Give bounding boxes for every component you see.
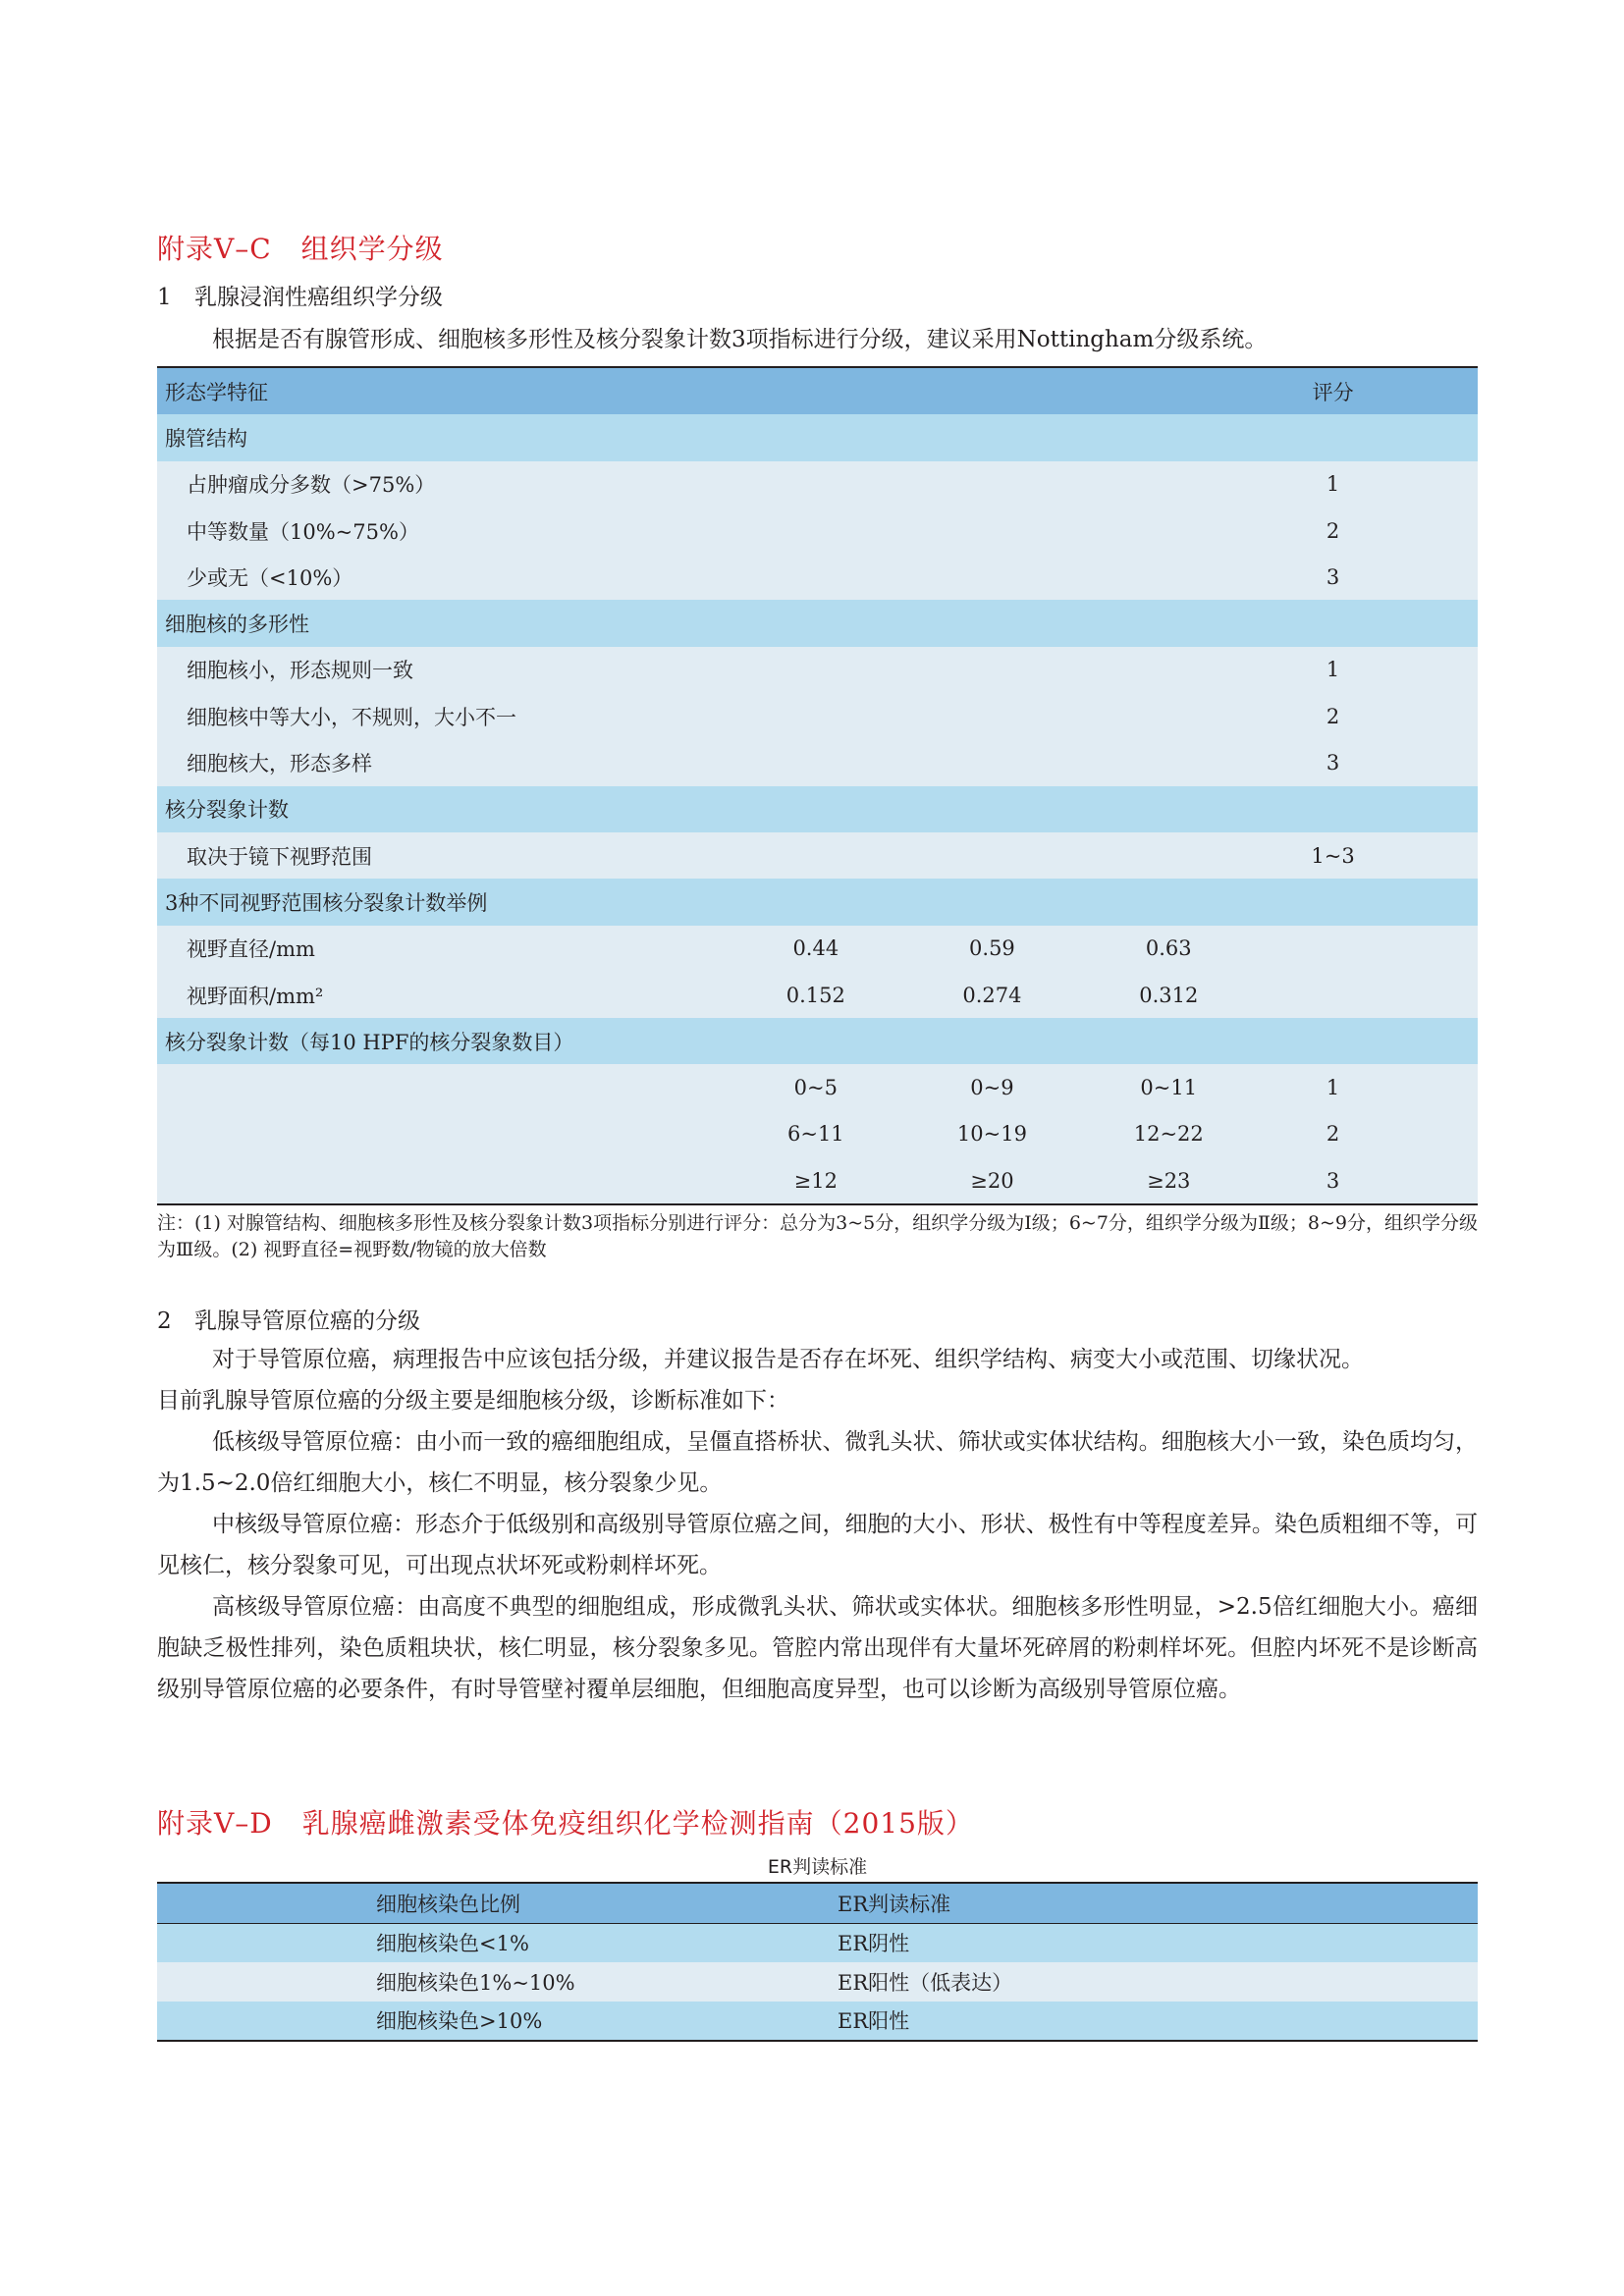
row-value-2 — [904, 739, 1081, 785]
table-row — [157, 1064, 1478, 1110]
row-label: 腺管结构 — [157, 414, 728, 460]
table-row — [157, 554, 1478, 600]
row-score: 1~3 — [1257, 832, 1478, 879]
table-row — [157, 1111, 1478, 1157]
subsection-1-title — [157, 279, 443, 311]
row-value-3 — [1080, 739, 1257, 785]
er-header-ratio: 细胞核染色比例 — [157, 1883, 838, 1923]
row-value-2 — [904, 832, 1081, 879]
row-label: 细胞核小，形态规则一致 — [157, 647, 728, 693]
row-score — [1257, 879, 1478, 925]
grade-table-header — [157, 367, 1478, 414]
er-row-criterion: ER阳性（低表达） — [838, 1962, 1478, 2002]
er-criteria-table — [157, 1882, 1478, 2042]
row-value-1 — [728, 786, 903, 832]
row-label: 3种不同视野范围核分裂象计数举例 — [157, 879, 728, 925]
table-category-row — [157, 600, 1478, 646]
row-label: 少或无（<10%） — [157, 554, 728, 600]
row-value-3 — [1080, 600, 1257, 646]
row-score — [1257, 926, 1478, 972]
row-value-1 — [728, 739, 903, 785]
er-row-criterion: ER阴性 — [838, 1923, 1478, 1962]
row-score: 1 — [1257, 1064, 1478, 1110]
er-table-row — [157, 1923, 1478, 1962]
row-value-3: 0~11 — [1080, 1064, 1257, 1110]
row-value-3 — [1080, 786, 1257, 832]
row-value-3 — [1080, 507, 1257, 554]
row-value-3 — [1080, 1018, 1257, 1064]
row-value-1 — [728, 1018, 903, 1064]
row-label: 视野面积/mm² — [157, 972, 728, 1018]
section-c-title — [157, 228, 444, 267]
row-value-1 — [728, 600, 903, 646]
row-label: 取决于镜下视野范围 — [157, 832, 728, 879]
row-score — [1257, 1018, 1478, 1064]
row-value-3: 0.63 — [1080, 926, 1257, 972]
row-score — [1257, 414, 1478, 460]
row-value-3: ≥23 — [1080, 1157, 1257, 1204]
row-value-2 — [904, 461, 1081, 507]
section-d-name: 乳腺癌雌激素受体免疫组织化学检测指南（2015版） — [301, 1807, 974, 1840]
row-label: 细胞核中等大小，不规则，大小不一 — [157, 693, 728, 739]
row-value-2 — [904, 693, 1081, 739]
table-category-row — [157, 1018, 1478, 1064]
row-value-2 — [904, 600, 1081, 646]
row-label: 占肿瘤成分多数（>75%） — [157, 461, 728, 507]
section-d-code: 附录V–D — [157, 1807, 273, 1840]
row-value-2 — [904, 507, 1081, 554]
er-table-row — [157, 2002, 1478, 2042]
table-category-row — [157, 786, 1478, 832]
table-category-row — [157, 414, 1478, 460]
row-value-2 — [904, 554, 1081, 600]
row-value-2: 10~19 — [904, 1111, 1081, 1157]
row-value-2 — [904, 647, 1081, 693]
row-value-2: 0.59 — [904, 926, 1081, 972]
dcis-paragraphs — [157, 1339, 1478, 1710]
row-value-3 — [1080, 879, 1257, 925]
row-value-3 — [1080, 461, 1257, 507]
er-table-row — [157, 1962, 1478, 2002]
row-score: 2 — [1257, 507, 1478, 554]
er-table-header — [157, 1883, 1478, 1923]
section-c-name: 组织学分级 — [300, 233, 444, 265]
row-score: 1 — [1257, 647, 1478, 693]
dcis-paragraph-mid: 中核级导管原位癌：形态介于低级别和高级别导管原位癌之间，细胞的大小、形状、极性有中等程度差异。染色质粗细不等，可见核仁，核分裂象可见，可出现点状坏死或粉刺样坏死。 — [157, 1512, 1478, 1578]
subsection-1-text: 乳腺浸润性癌组织学分级 — [194, 285, 443, 310]
row-value-2 — [904, 786, 1081, 832]
er-row-ratio: 细胞核染色>10% — [157, 2002, 838, 2042]
table-row — [157, 461, 1478, 507]
row-value-2: 0.274 — [904, 972, 1081, 1018]
er-row-criterion: ER阳性 — [838, 2002, 1478, 2042]
row-label: 细胞核的多形性 — [157, 600, 728, 646]
row-value-2: ≥20 — [904, 1157, 1081, 1204]
row-score: 3 — [1257, 554, 1478, 600]
row-value-1: 0.152 — [728, 972, 903, 1018]
er-header-criterion: ER判读标准 — [838, 1883, 1478, 1923]
row-value-2 — [904, 879, 1081, 925]
intro-text: 根据是否有腺管形成、细胞核多形性及核分裂象计数3项指标进行分级，建议采用Nottingham分级系统。 — [212, 327, 1268, 352]
er-row-ratio: 细胞核染色1%~10% — [157, 1962, 838, 2002]
subsection-2-title — [157, 1303, 420, 1335]
table-row — [157, 1157, 1478, 1204]
row-value-1: ≥12 — [728, 1157, 903, 1204]
dcis-paragraph-low: 低核级导管原位癌：由小而一致的癌细胞组成，呈僵直搭桥状、微乳头状、筛状或实体状结构。细胞核大小一致，染色质均匀，为1.5~2.0倍红细胞大小，核仁不明显，核分裂象少见。 — [157, 1429, 1478, 1496]
row-score: 3 — [1257, 739, 1478, 785]
row-score: 2 — [1257, 693, 1478, 739]
table-row — [157, 926, 1478, 972]
row-value-3 — [1080, 647, 1257, 693]
table-row — [157, 739, 1478, 785]
row-value-2: 0~9 — [904, 1064, 1081, 1110]
table-row — [157, 693, 1478, 739]
row-value-1: 0~5 — [728, 1064, 903, 1110]
histological-grade-table — [157, 366, 1478, 1205]
table-row — [157, 832, 1478, 879]
row-value-3 — [1080, 554, 1257, 600]
row-value-1 — [728, 879, 903, 925]
row-value-1 — [728, 647, 903, 693]
header-score: 评分 — [1257, 367, 1478, 414]
row-value-1 — [728, 693, 903, 739]
row-value-1: 0.44 — [728, 926, 903, 972]
row-score — [1257, 600, 1478, 646]
row-value-3: 12~22 — [1080, 1111, 1257, 1157]
table-row — [157, 972, 1478, 1018]
row-value-3 — [1080, 693, 1257, 739]
subsection-1-number: 1 — [157, 285, 172, 310]
row-value-1: 6~11 — [728, 1111, 903, 1157]
row-value-1 — [728, 461, 903, 507]
row-label — [157, 1157, 728, 1204]
table-category-row — [157, 879, 1478, 925]
row-label: 核分裂象计数（每10 HPF的核分裂象数目） — [157, 1018, 728, 1064]
er-row-ratio: 细胞核染色<1% — [157, 1923, 838, 1962]
dcis-paragraph-high: 高核级导管原位癌：由高度不典型的细胞组成，形成微乳头状、筛状或实体状。细胞核多形性明显，>2.5倍红细胞大小。癌细胞缺乏极性排列，染色质粗块状，核仁明显，核分裂象多见。管腔内常出现伴有大量坏死碎屑的粉刺样坏死。但腔内坏死不是诊断高级别导管原位癌的必要条件，有时导管壁衬覆单层细胞，但细胞高度异型，也可以诊断为高级别导管原位癌。 — [157, 1594, 1478, 1702]
section-c-code: 附录V–C — [157, 233, 272, 265]
table-note: 注：(1) 对腺管结构、细胞核多形性及核分裂象计数3项指标分别进行评分：总分为3~5分，组织学分级为Ⅰ级；6~7分，组织学分级为Ⅱ级；8~9分，组织学分级为Ⅲ级。(2) 视野直径=视野数/物镜的放大倍数 — [157, 1212, 1478, 1260]
row-value-3 — [1080, 832, 1257, 879]
row-value-2 — [904, 414, 1081, 460]
row-score: 2 — [1257, 1111, 1478, 1157]
row-score: 3 — [1257, 1157, 1478, 1204]
dcis-paragraph-1: 对于导管原位癌，病理报告中应该包括分级，并建议报告是否存在坏死、组织学结构、病变大小或范围、切缘状况。 — [212, 1347, 1364, 1372]
row-label: 核分裂象计数 — [157, 786, 728, 832]
row-score — [1257, 972, 1478, 1018]
row-value-1 — [728, 507, 903, 554]
row-label — [157, 1111, 728, 1157]
row-value-1 — [728, 414, 903, 460]
subsection-2-text: 乳腺导管原位癌的分级 — [194, 1308, 420, 1334]
er-table-caption: ER判读标准 — [767, 1856, 868, 1878]
section-d-title — [157, 1802, 974, 1842]
row-label: 视野直径/mm — [157, 926, 728, 972]
row-value-1 — [728, 832, 903, 879]
table-row — [157, 507, 1478, 554]
row-value-3 — [1080, 414, 1257, 460]
table-row — [157, 647, 1478, 693]
row-label: 细胞核大，形态多样 — [157, 739, 728, 785]
dcis-paragraph-2: 目前乳腺导管原位癌的分级主要是细胞核分级，诊断标准如下： — [157, 1388, 789, 1414]
row-score — [1257, 786, 1478, 832]
header-feature: 形态学特征 — [157, 367, 728, 414]
subsection-2-number: 2 — [157, 1308, 172, 1334]
intro-paragraph — [157, 319, 1478, 360]
row-label — [157, 1064, 728, 1110]
row-value-3: 0.312 — [1080, 972, 1257, 1018]
row-label: 中等数量（10%~75%） — [157, 507, 728, 554]
row-value-2 — [904, 1018, 1081, 1064]
row-value-1 — [728, 554, 903, 600]
row-score: 1 — [1257, 461, 1478, 507]
